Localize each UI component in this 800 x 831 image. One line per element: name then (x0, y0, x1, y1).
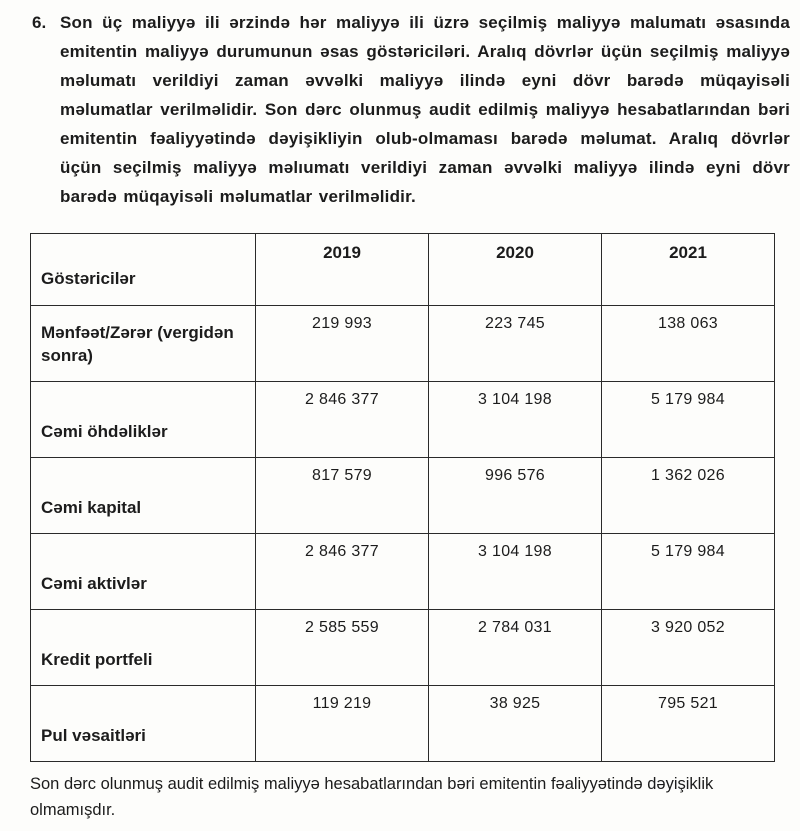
cell-value: 223 745 (429, 306, 602, 382)
year-header-2019: 2019 (256, 234, 429, 306)
cell-value: 795 521 (602, 686, 775, 762)
table-row (31, 382, 775, 458)
financial-indicators-table (30, 233, 775, 762)
cell-value: 996 576 (429, 458, 602, 534)
cell-value: 2 846 377 (256, 382, 429, 458)
table-row (31, 458, 775, 534)
row-label: Cəmi öhdəliklər (31, 382, 256, 458)
row-header-label: Göstəricilər (31, 234, 256, 306)
cell-value: 2 784 031 (429, 610, 602, 686)
cell-value: 2 846 377 (256, 534, 429, 610)
paragraph-item-6 (0, 8, 800, 211)
row-label: Kredit portfeli (31, 610, 256, 686)
cell-value: 2 585 559 (256, 610, 429, 686)
cell-value: 3 920 052 (602, 610, 775, 686)
cell-value: 5 179 984 (602, 534, 775, 610)
cell-value: 1 362 026 (602, 458, 775, 534)
table-row (31, 534, 775, 610)
cell-value: 3 104 198 (429, 382, 602, 458)
cell-value: 119 219 (256, 686, 429, 762)
row-label: Pul vəsaitləri (31, 686, 256, 762)
table-row (31, 610, 775, 686)
table-header-row (31, 234, 775, 306)
year-header-2020: 2020 (429, 234, 602, 306)
cell-value: 38 925 (429, 686, 602, 762)
footer-note: Son dərc olunmuş audit edilmiş maliyyə hesabatlarından bəri emitentin fəaliyyətində dəyişiklik olmamışdır. (30, 775, 714, 819)
cell-value: 3 104 198 (429, 534, 602, 610)
row-label: Cəmi aktivlər (31, 534, 256, 610)
row-label: Mənfəət/Zərər (vergidən sonra) (31, 306, 256, 382)
cell-value: 138 063 (602, 306, 775, 382)
table-row (31, 306, 775, 382)
paragraph-text: Son üç maliyyə ili ərzində hər maliyyə ili üzrə seçilmiş maliyyə malumatı əsasında emitentin maliyyə durumunun əsas göstəriciləri. Aralıq dövrlər üçün seçilmiş maliyyə məlumatı verildiyi zaman əvvəlki maliyyə ilində eyni dövr barədə müqayisəli məlumatlar verilməlidir. Son dərc olunmuş audit edilmiş maliyyə hesabatlarından bəri emitentin fəaliyyətində dəyişikliyin olub-olmaması barədə məlumat. Aralıq dövrlər üçün seçilmiş maliyyə məlıumatı verildiyi zaman əvvəlki maliyyə ilində eyni dövr barədə müqayisəli məlumatlar verilməlidir. (60, 13, 790, 206)
row-label: Cəmi kapital (31, 458, 256, 534)
year-header-2021: 2021 (602, 234, 775, 306)
cell-value: 219 993 (256, 306, 429, 382)
cell-value: 817 579 (256, 458, 429, 534)
item-number: 6. (32, 13, 47, 32)
cell-value: 5 179 984 (602, 382, 775, 458)
table-row (31, 686, 775, 762)
